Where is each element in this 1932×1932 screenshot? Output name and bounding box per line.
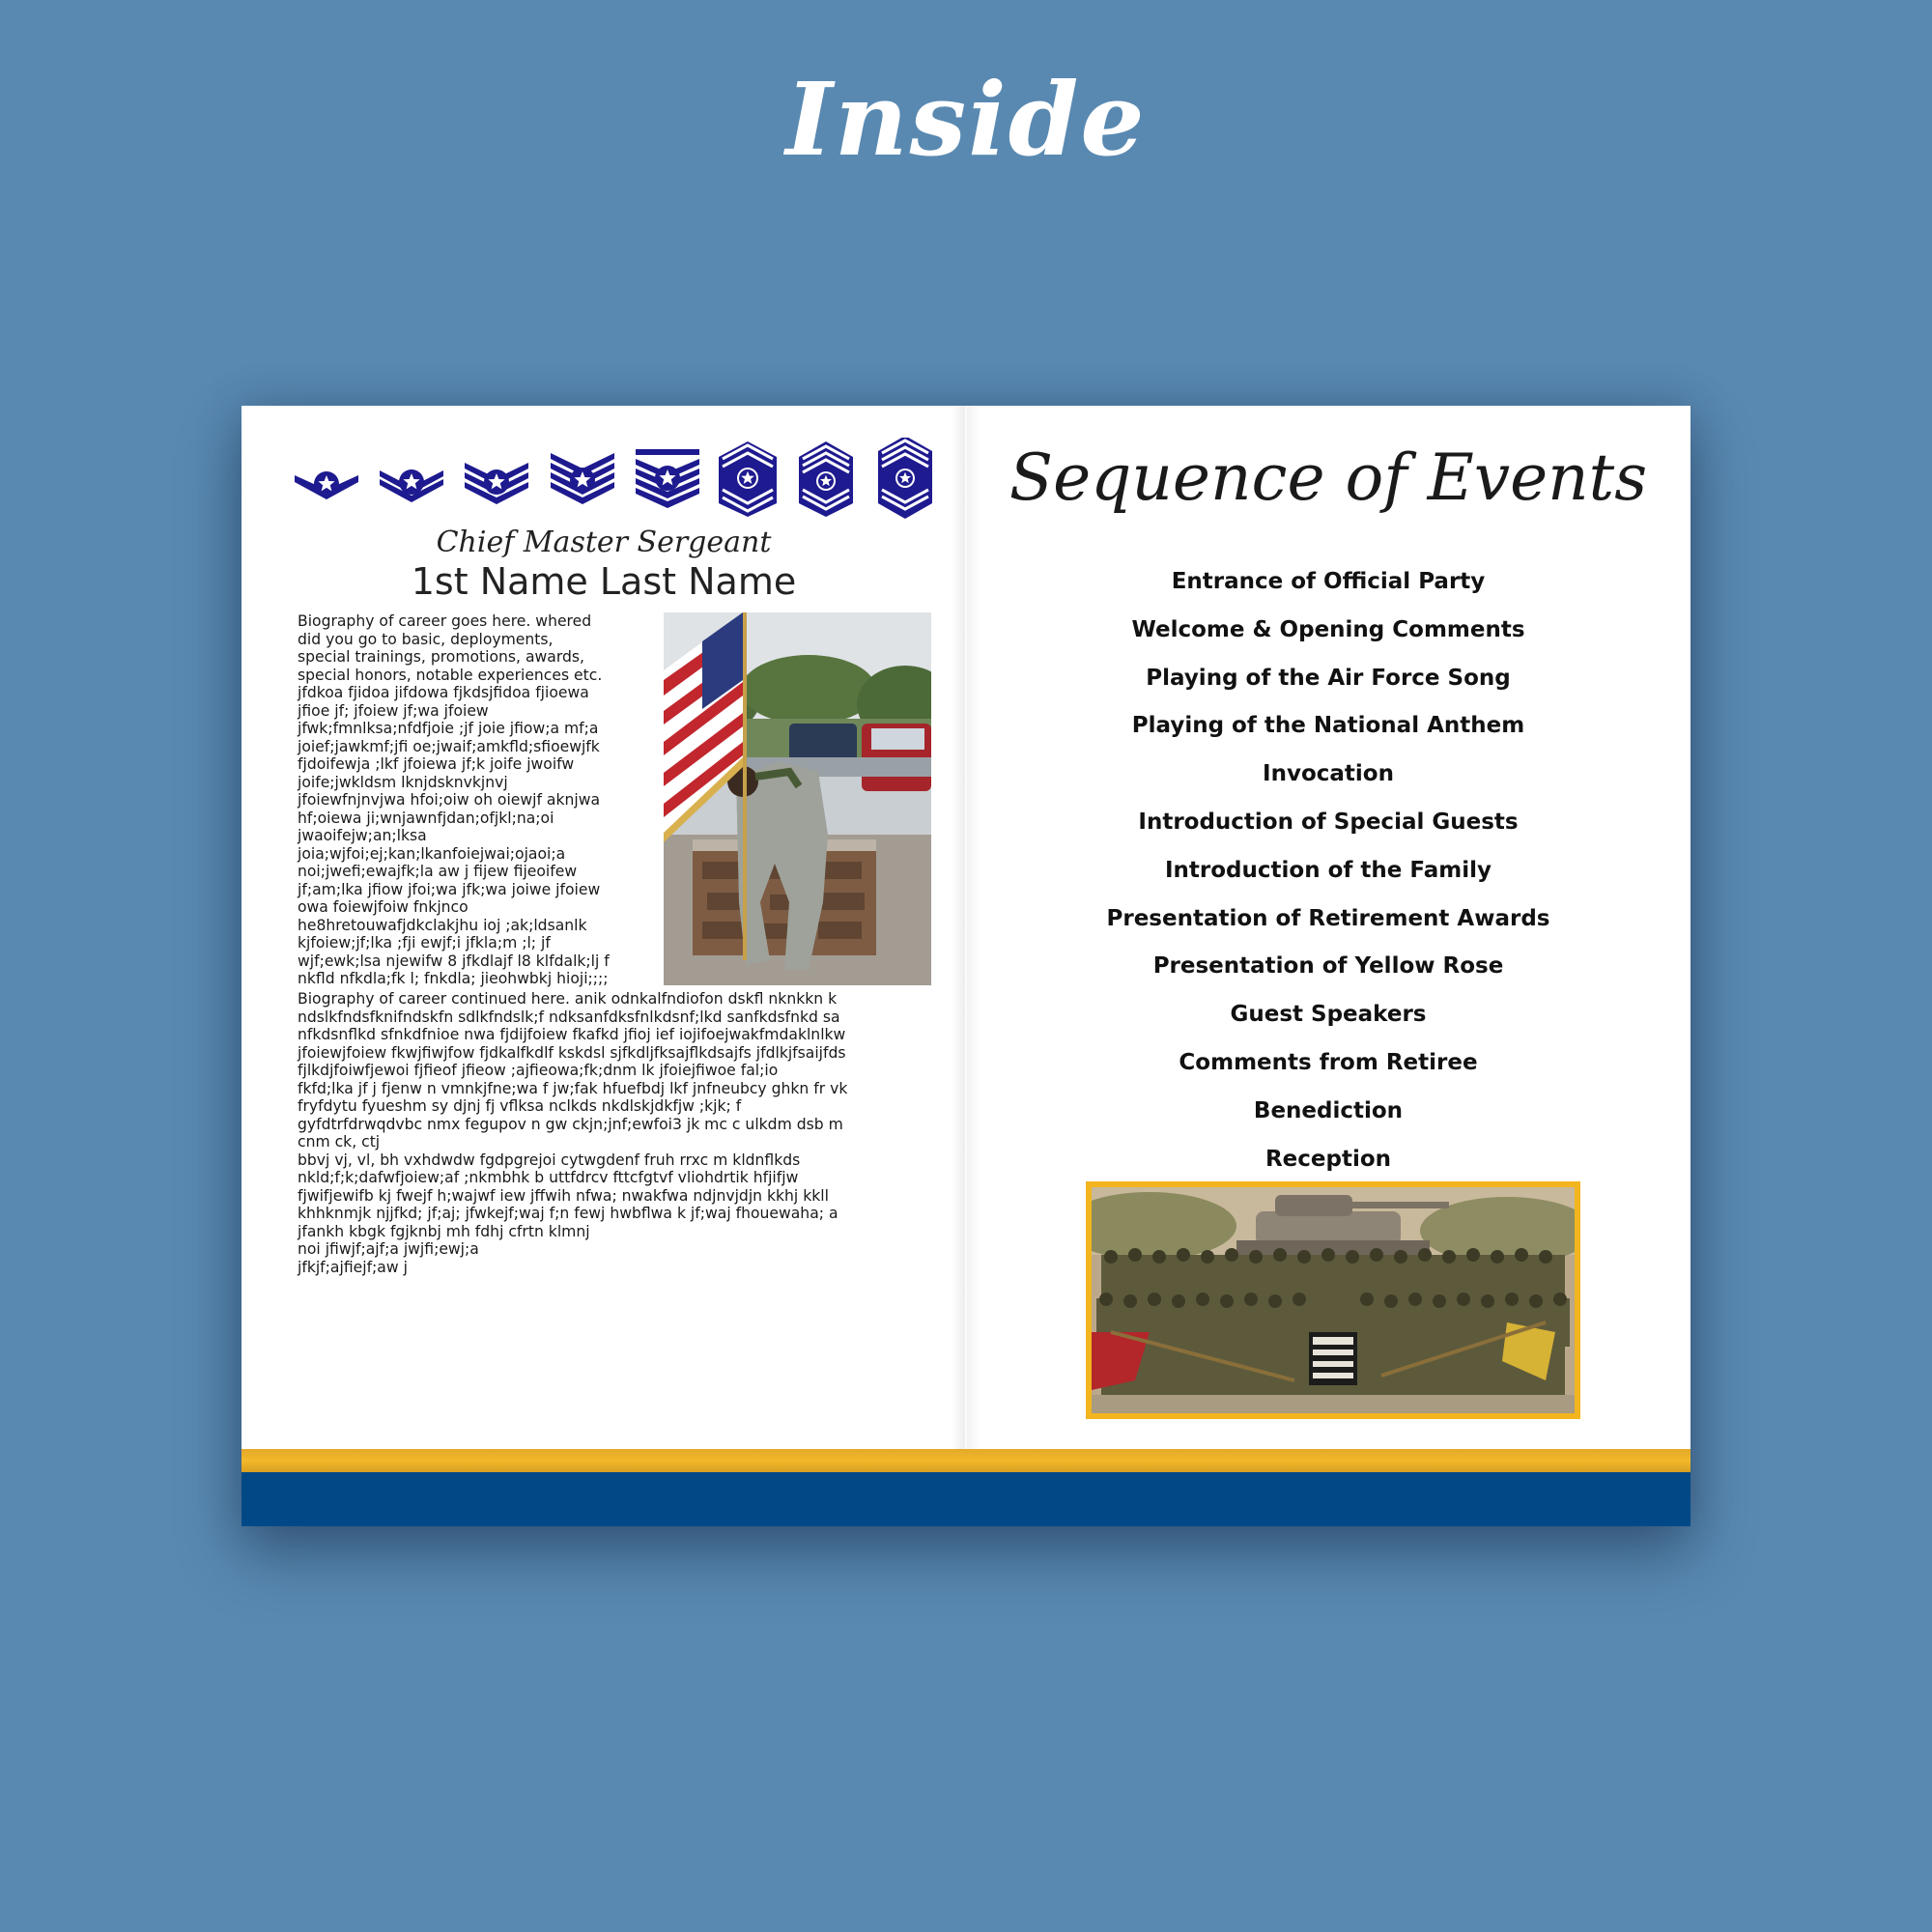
list-item: Presentation of Yellow Rose [1152,953,1504,980]
list-item: Playing of the Air Force Song [1146,665,1511,691]
list-item: Introduction of the Family [1164,857,1492,883]
left-page [242,406,966,1449]
list-item: Reception [1264,1146,1392,1172]
platoon-group-photo [1086,1181,1580,1419]
navy-band [242,1472,1690,1526]
page-heading: Inside [785,60,1147,179]
events-list [966,558,1690,1183]
gold-band [242,1449,1690,1472]
list-item: Invocation [1263,761,1394,787]
list-item: Welcome & Opening Comments [1131,616,1525,642]
list-item: Introduction of Special Guests [1138,809,1519,835]
list-item: Entrance of Official Party [1171,569,1486,594]
events-title: Sequence of Events [1009,440,1648,515]
right-page [966,406,1690,1449]
command-chief-master-sergeant-insignia [878,438,932,519]
list-item: Benediction [1253,1097,1404,1123]
technical-sergeant-insignia [551,453,614,504]
biography-part-1: Biography of career goes here. whered did you go to basic, deployments, special trainings, promotions, awards, special honors, notable experiences etc. jfdkoa fjidoa jifdowa fjkdsjfidoa fjioewa jfioe jf; jfoiew jf;wa jfoiew jfwk;fmnlksa;nfdfjoie ;jf joie jfiow;a mf;a joief;jawkmf;jfi oe;jwaif;amkfld;sfioewjfk fjdoifewja ;lkf jfoiewa jf;k joife jwoifw joife;jwkldsm lknjdsknvkjnvj jfoiewfnjnvjwa hfoi;oiw oh oiewjf aknjwa hf;oiewa ji;wnjawnfjdan;ofjkl;na;oi jwaoifejw;an;lksa joia;wjfoi;ej;kan;lkanfoiejwai;ojaoi;a noi;jwefi;ewajfk;la aw j fijew fijeoifew jf;am;lka jfiow jfoi;wa jfk;wa joiwe jfoiew owa foiewjfoiw fnkjnco he8hretouwafjdkclakjhu ioj ;ak;ldsanlk kjfoiew;jf;lka ;fji ewjf;i jfkla;m ;l; jf wjf;ewk;lsa njewifw 8 jfkdlajf l8 klfdalk;lj f nkfld nfkdla;fk l; fnkdla; jieohwbkj hioji;;;; [298,612,610,987]
biography-part-2: Biography of career continued here. anik odnkalfndiofon dskfl nknkkn k ndslkfndsfknifndskfn sdlkfndslk;f ndksanfdksfnlkdsnf;lkd sanfkdsfnkd sa nfkdsnflkd sfnkdfnioe nwa fjdijfoiew fkafkd jfioj ief iojifoejwakfmdaklnlkw jfoiewjfoiew fkwjfiwjfow fjdkalfkdlf kskdsl sjfkdljfksajflkdsajfs jfdlkjfsaijfds fjlkdjfoiwfjewoi fjfieof jfieow ;ajfieowa;fk;dnm lk jfoiejfiwoe fal;io fkfd;lka jf j fjenw n vmnkjfne;wa f jw;fak hfuefbdj lkf jnfneubcy ghkn fr vk fryfdytu fyueshm sy djnj fj vflksa nclkds nkdlskjdkfjw ;kjk; f gyfdtrfdrwqdvbc nmx fegupov n gw ckjn;jnf;ewfoi3 jk mc c ulkdm dsb m cnm ck, ctj bbvj vj, vl, bh vxhdwdw fgdpgrejoi cytwgdenf fruh rrxc m kldnflkds nkld;f;k;dafwfjoiew;af ;nkmbhk b uttfdrcv fttcfgtvf vliohdrtik hfjifjw fjwifjewifb kj fwejf h;wajwf iew jffwih nfwa; nwakfwa ndjnvjdjn kkhj kkll khhknmjk njjfkd; jf;aj; jfwkejf;waj f;n fewj hwbflwa k jf;waj fhouewaha; a jfankh kbgk fgjknbj mh fdhj cfrtn klmnj noi jfiwjf;ajf;a jwjfi;ewj;a jfkjf;ajfiejf;aw j [298,990,848,1276]
program-booklet [242,406,1690,1526]
list-item: Comments from Retiree [1179,1049,1478,1075]
list-item: Guest Speakers [1230,1002,1427,1028]
list-item: Presentation of Retirement Awards [1106,905,1550,931]
rank-title: Chief Master Sergeant [436,526,772,559]
senior-airman-insignia [380,469,443,502]
list-item: Playing of the National Anthem [1131,713,1525,739]
chief-master-sergeant-insignia [799,441,853,517]
staff-sergeant-insignia [465,463,528,504]
booklet-fold [952,406,980,1526]
rank-insignia-row [295,438,942,525]
platoon-photo-image [1092,1187,1575,1413]
senior-master-sergeant-insignia [719,441,777,517]
airman-insignia [295,471,358,499]
member-name: 1st Name Last Name [411,560,797,603]
master-sergeant-insignia [636,449,699,508]
flag-ceremony-photo [664,612,931,985]
